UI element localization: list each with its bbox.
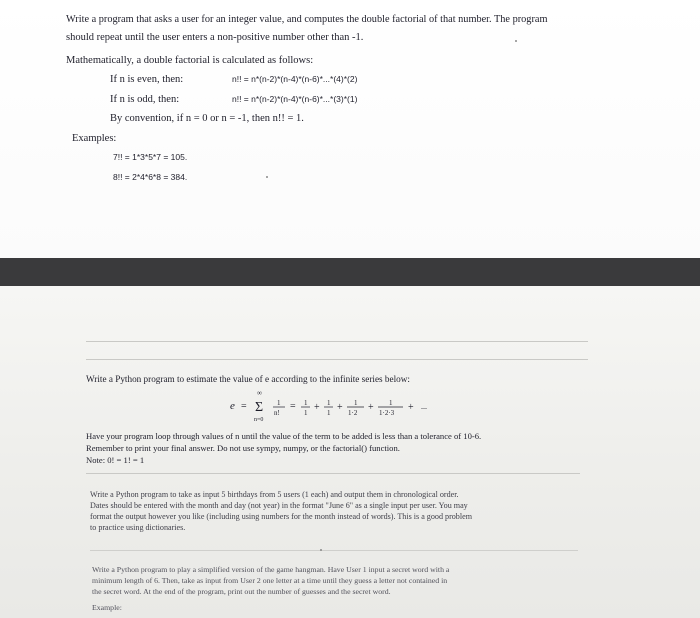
birthday-line-3: format the output however you like (including using numbers for the month instead of words). This is a good problem [90, 512, 472, 521]
hangman-line-3: the secret word. At the end of the program, print out the number of guesses and the secret word. [92, 587, 391, 596]
sum-lower-limit: n=0 [254, 417, 264, 423]
hangman-line-2: minimum length of 6. Then, take as input from User 2 one letter at a time until they guess a letter not contained in [92, 576, 448, 585]
hangman-line-1: Write a Python program to play a simplified version of the game hangman. Have User 1 input a secret word with a [92, 565, 450, 574]
math-intro: Mathematically, a double factorial is calculated as follows: [66, 55, 314, 66]
term-1-denominator: 1 [304, 409, 308, 417]
plus-sign: + [368, 402, 374, 413]
stray-mark [266, 176, 268, 178]
formula-equals-2: = [290, 401, 296, 412]
birthday-line-1: Write a Python program to take as input 5 birthdays from 5 users (1 each) and output them in chronological order. [90, 490, 459, 499]
term-2-denominator: 1 [327, 409, 331, 417]
divider [90, 550, 578, 551]
example-1: 7!! = 1*3*5*7 = 105. [113, 152, 188, 162]
e-series-body-line-2: Remember to print your final answer. Do not use sympy, numpy, or the factorial() function. [86, 443, 400, 453]
sum-symbol: Σ [255, 400, 264, 415]
divider [86, 341, 588, 342]
hangman-example-label: Example: [92, 603, 122, 612]
birthday-line-4: to practice using dictionaries. [90, 523, 186, 532]
formula-equals: = [241, 401, 247, 412]
e-series-note: Note: 0! = 1! = 1 [86, 455, 145, 465]
problem-double-factorial [0, 0, 700, 258]
divider [86, 359, 588, 360]
e-series-title: Write a Python program to estimate the value of e according to the infinite series below: [86, 374, 410, 384]
birthday-line-2: Dates should be entered with the month and day (not year) in the format "June 6" as a single input per user. You may [90, 501, 468, 510]
term-2-numerator: 1 [327, 399, 331, 407]
sum-upper-limit: ∞ [257, 389, 262, 397]
plus-sign: + [408, 402, 414, 413]
stray-mark [515, 40, 517, 42]
page-separator [0, 258, 700, 286]
divider [86, 473, 580, 474]
odd-formula: n!! = n*(n-2)*(n-4)*(n-6)*...*(3)*(1) [232, 94, 358, 104]
term-3-denominator: 1·2 [348, 409, 358, 417]
plus-sign: + [314, 402, 320, 413]
term-1-numerator: 1 [304, 399, 308, 407]
e-series-formula [226, 386, 466, 424]
ellipsis: ... [421, 402, 427, 411]
fraction-denominator: n! [274, 409, 280, 417]
plus-sign: + [337, 402, 343, 413]
intro-line-2: should repeat until the user enters a non-positive number other than -1. [66, 32, 364, 43]
intro-line-1: Write a program that asks a user for an integer value, and computes the double factorial of that number. The program [66, 14, 548, 25]
term-4-numerator: 1 [389, 399, 393, 407]
examples-label: Examples: [72, 133, 117, 144]
odd-label: If n is odd, then: [110, 94, 180, 105]
e-series-body-line-1: Have your program loop through values of n until the value of the term to be added is less than a tolerance of 10-6. [86, 431, 482, 441]
term-3-numerator: 1 [354, 399, 358, 407]
even-formula: n!! = n*(n-2)*(n-4)*(n-6)*...*(4)*(2) [232, 74, 358, 84]
fraction-numerator: 1 [277, 399, 281, 407]
formula-lhs: e [230, 400, 235, 412]
convention-line: By convention, if n = 0 or n = -1, then n!! = 1. [110, 113, 304, 124]
stray-mark [320, 549, 322, 551]
term-4-denominator: 1·2·3 [379, 409, 395, 417]
example-2: 8!! = 2*4*6*8 = 384. [113, 172, 188, 182]
problems-page [0, 286, 700, 618]
even-label: If n is even, then: [110, 74, 184, 85]
